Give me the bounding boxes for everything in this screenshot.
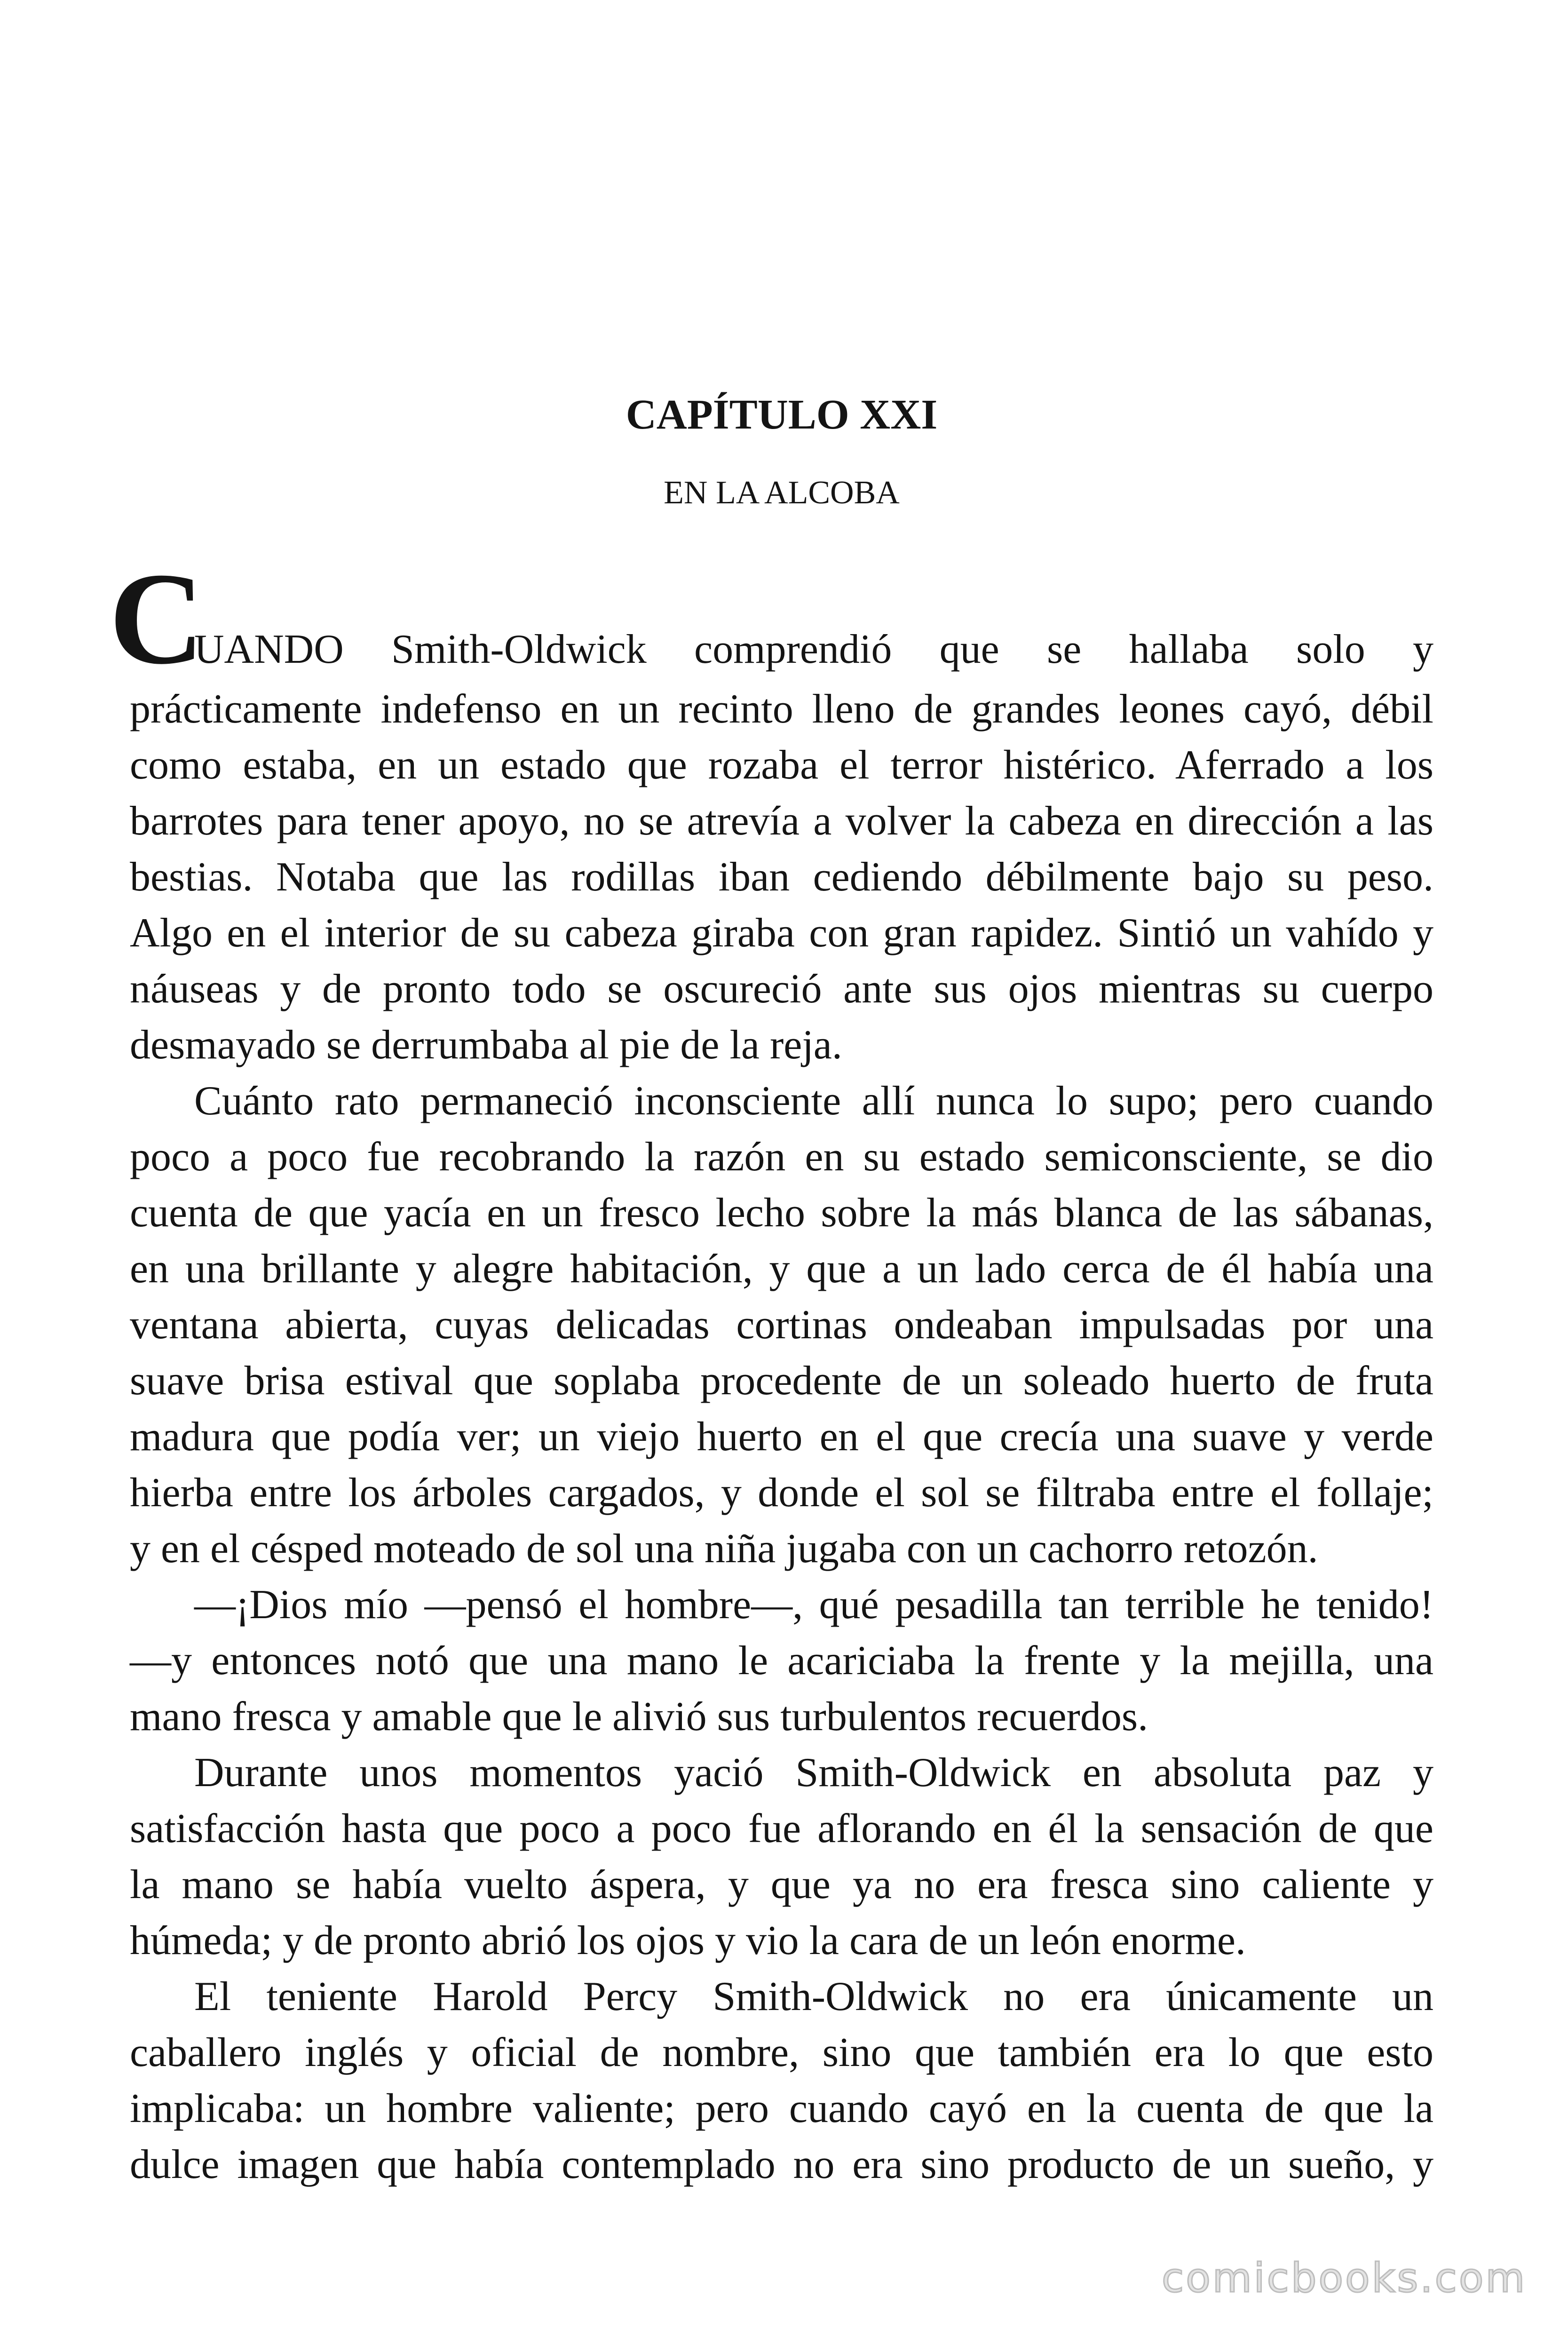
paragraph: [130, 1745, 1433, 1969]
text-line: en una brillante y alegre habitación, y que a un lado cerca de él había una: [130, 1246, 1433, 1292]
text-line: Durante unos momentos yació Smith-Oldwick en absoluta paz y: [194, 1750, 1433, 1796]
text-line: desmayado se derrumbaba al pie de la reja.: [130, 1022, 842, 1068]
text-line: y en el césped moteado de sol una niña jugaba con un cachorro retozón.: [130, 1526, 1318, 1572]
paragraph: [130, 1577, 1433, 1745]
text-line: satisfacción hasta que poco a poco fue aflorando en él la sensación de que: [130, 1806, 1433, 1851]
text-line: madura que podía ver; un viejo huerto en el que crecía una suave y verde: [130, 1414, 1433, 1460]
text-line: —¡Dios mío —pensó el hombre—, qué pesadilla tan terrible he tenido!: [194, 1582, 1433, 1628]
text-line: implicaba: un hombre valiente; pero cuando cayó en la cuenta de que la: [130, 2086, 1433, 2131]
text-line: UANDO Smith-Oldwick comprendió que se hallaba solo y: [194, 627, 1433, 672]
text-line: suave brisa estival que soplaba procedente de un soleado huerto de fruta: [130, 1358, 1433, 1404]
text-line: Cuánto rato permaneció inconsciente allí nunca lo supo; pero cuando: [194, 1078, 1433, 1124]
text-line: húmeda; y de pronto abrió los ojos y vio la cara de un león enorme.: [130, 1918, 1246, 1963]
paragraph: [130, 1969, 1433, 2193]
text-line: Algo en el interior de su cabeza giraba con gran rapidez. Sintió un vahído y: [130, 910, 1433, 956]
text-line: —y entonces notó que una mano le acariciaba la frente y la mejilla, una: [130, 1638, 1433, 1684]
text-line: como estaba, en un estado que rozaba el terror histérico. Aferrado a los: [130, 742, 1433, 788]
text-line: poco a poco fue recobrando la razón en su estado semiconsciente, se dio: [130, 1134, 1433, 1180]
text-line: náuseas y de pronto todo se oscureció ante sus ojos mientras su cuerpo: [130, 966, 1433, 1012]
chapter-body: [130, 621, 1433, 2193]
chapter-title: CAPÍTULO XXI: [626, 391, 938, 438]
text-line: mano fresca y amable que le alivió sus turbulentos recuerdos.: [130, 1694, 1148, 1740]
text-line: El teniente Harold Percy Smith-Oldwick no era únicamente un: [194, 1974, 1433, 2019]
text-line: ventana abierta, cuyas delicadas cortinas ondeaban impulsadas por una: [130, 1302, 1433, 1348]
text-line: cuenta de que yacía en un fresco lecho sobre la más blanca de las sábanas,: [130, 1190, 1433, 1236]
text-line: dulce imagen que había contemplado no era sino producto de un sueño, y: [130, 2142, 1433, 2187]
text-line: la mano se había vuelto áspera, y que ya no era fresca sino caliente y: [130, 1862, 1433, 1907]
text-line: bestias. Notaba que las rodillas iban cediendo débilmente bajo su peso.: [130, 854, 1433, 900]
drop-cap: C: [109, 545, 205, 691]
paragraph: [130, 621, 1433, 1073]
paragraph: [130, 1073, 1433, 1577]
chapter-subtitle: EN LA ALCOBA: [664, 475, 900, 511]
text-line: caballero inglés y oficial de nombre, sino que también era lo que esto: [130, 2030, 1433, 2075]
text-line: hierba entre los árboles cargados, y donde el sol se filtraba entre el follaje;: [130, 1470, 1433, 1516]
text-line: prácticamente indefenso en un recinto lleno de grandes leones cayó, débil: [130, 686, 1433, 732]
text-line: barrotes para tener apoyo, no se atrevía a volver la cabeza en dirección a las: [130, 798, 1433, 844]
watermark: comicbooks.com: [1162, 2255, 1527, 2302]
